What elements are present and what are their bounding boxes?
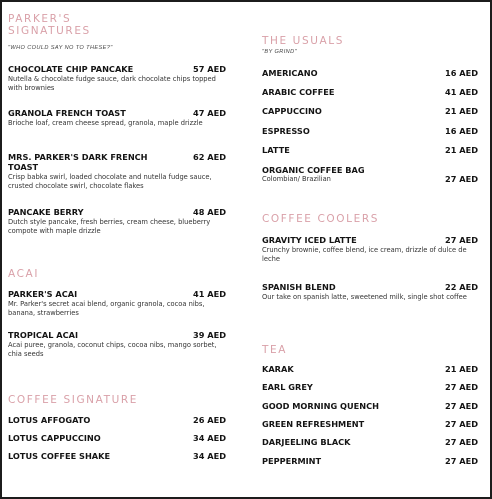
menu-item [262,419,478,429]
section-title-tea: TEA [262,344,288,356]
item-price: 62 AED [193,152,226,162]
section-title-signatures [8,13,91,37]
section-subtitle-usuals: "BY GRIND" [262,49,297,55]
item-name: ORGANIC COFFEE BAG [262,165,365,175]
section-subtitle-signatures: "WHO COULD SAY NO TO THESE?" [8,45,113,51]
menu-item [262,68,478,78]
item-price: 22 AED [445,282,478,292]
menu-item [8,64,226,93]
menu-page [2,2,490,497]
item-description: Colombian/ Brazilian [262,175,331,183]
menu-item [262,106,478,116]
section-title-usuals: THE USUALS [262,35,345,47]
menu-item [8,108,226,128]
item-name: ARABIC COFFEE [262,87,335,97]
section-title-acai: ACAI [8,268,40,280]
item-name: PARKER'S ACAI [8,289,78,299]
menu-item [8,433,226,443]
item-name: AMERICANO [262,68,318,78]
section-title-coffee-signature: COFFEE SIGNATURE [8,394,139,406]
item-description: Mr. Parker's secret acai blend, organic granola, cocoa nibs, banana, strawberries [8,300,205,317]
item-name: LATTE [262,145,290,155]
menu-item [262,165,478,184]
menu-item [262,437,478,447]
item-name: GOOD MORNING QUENCH [262,401,379,411]
item-price: 27 AED [445,174,478,184]
item-name: GRAVITY ICED LATTE [262,235,357,245]
item-name: LOTUS CAPPUCCINO [8,433,101,443]
item-price: 27 AED [445,419,478,429]
item-price: 16 AED [445,126,478,136]
section-title-line1: PARKER'S [8,13,72,25]
section-title-coolers: COFFEE COOLERS [262,213,379,225]
item-price: 27 AED [445,456,478,466]
menu-item [262,282,478,302]
menu-item [262,401,478,411]
item-price: 27 AED [445,235,478,245]
menu-item [262,145,478,155]
menu-item [8,330,226,359]
item-description: Crisp babka swirl, loaded chocolate and nutella fudge sauce, crusted chocolate swirl, chocolate flakes [8,173,212,190]
item-price: 21 AED [445,364,478,374]
item-description: Dutch style pancake, fresh berries, cream cheese, blueberry compote with maple drizzle [8,218,211,235]
item-price: 27 AED [445,401,478,411]
item-name: PANCAKE BERRY [8,207,84,217]
item-description: Nutella & chocolate fudge sauce, dark chocolate chips topped with brownies [8,75,216,92]
item-price: 57 AED [193,64,226,74]
item-price: 34 AED [193,433,226,443]
section-title-line2: SIGNATURES [8,25,91,37]
item-name: CAPPUCCINO [262,106,322,116]
menu-item [8,152,226,191]
menu-item [262,456,478,466]
item-name: GRANOLA FRENCH TOAST [8,108,126,118]
item-name: MRS. PARKER'S DARK FRENCH TOAST [8,152,148,172]
item-description: Acai puree, granola, coconut chips, cocoa nibs, mango sorbet, chia seeds [8,341,217,358]
item-price: 27 AED [445,382,478,392]
item-name: LOTUS AFFOGATO [8,415,91,425]
item-name: DARJEELING BLACK [262,437,351,447]
item-price: 21 AED [445,106,478,116]
item-price: 27 AED [445,437,478,447]
item-description: Brioche loaf, cream cheese spread, granola, maple drizzle [8,119,203,127]
item-price: 26 AED [193,415,226,425]
menu-item [8,289,226,318]
item-name: CHOCOLATE CHIP PANCAKE [8,64,134,74]
item-price: 41 AED [193,289,226,299]
menu-item [8,207,226,236]
menu-item [262,382,478,392]
menu-item [262,87,478,97]
item-name: LOTUS COFFEE SHAKE [8,451,111,461]
item-price: 41 AED [445,87,478,97]
item-description: Crunchy brownie, coffee blend, ice cream, drizzle of dulce de leche [262,246,467,263]
menu-item [8,451,226,461]
item-name: PEPPERMINT [262,456,322,466]
item-name: EARL GREY [262,382,313,392]
item-name: SPANISH BLEND [262,282,336,292]
item-name: ESPRESSO [262,126,310,136]
menu-item [262,126,478,136]
menu-item [262,235,478,264]
item-name: TROPICAL ACAI [8,330,79,340]
item-name: KARAK [262,364,294,374]
menu-item [262,364,478,374]
item-price: 34 AED [193,451,226,461]
item-price: 21 AED [445,145,478,155]
item-name: GREEN REFRESHMENT [262,419,365,429]
item-description: Our take on spanish latte, sweetened milk, single shot coffee [262,293,467,301]
item-price: 47 AED [193,108,226,118]
menu-item [8,415,226,425]
item-price: 39 AED [193,330,226,340]
item-price: 48 AED [193,207,226,217]
item-price: 16 AED [445,68,478,78]
